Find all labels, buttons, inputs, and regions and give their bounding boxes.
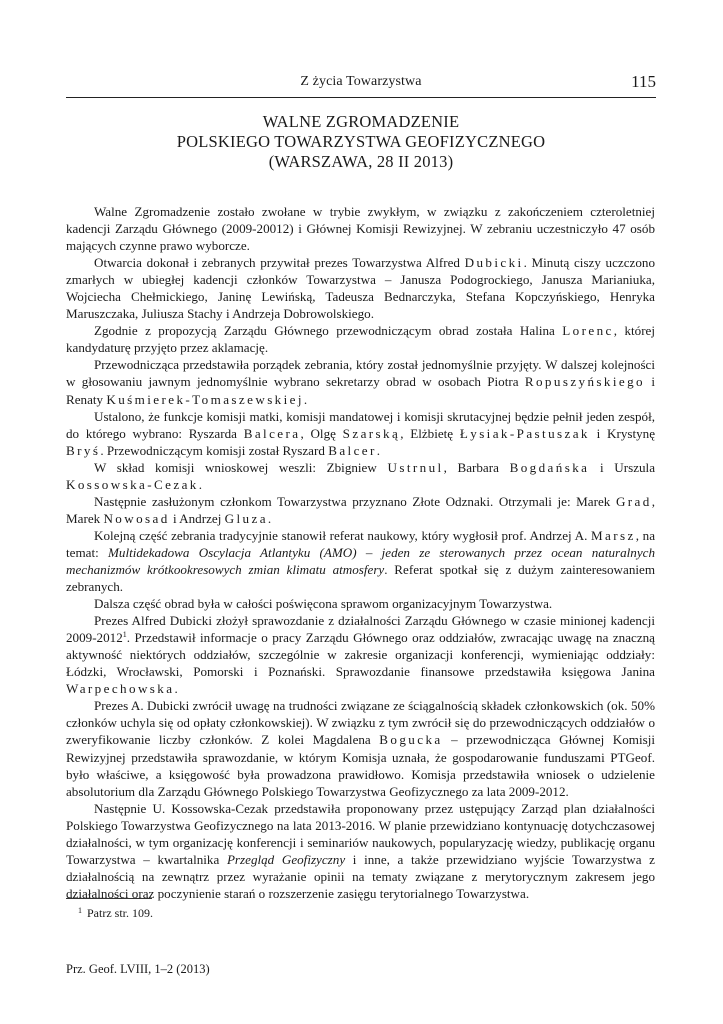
spaced-name: Lorenc (562, 323, 614, 339)
paragraph-11: Prezes A. Dubicki zwrócił uwagę na trudności związane ze ściągalnością składek członkowskich (ok. 50% członków uchyla się od opłaty członkowskiej). W związku z tym zwrócił się do przewodniczących oddziałów o zweryfikowanie liczby członków. Z kolei Magdalena Bogucka – przewodnicząca Głównej Komisji Rewizyjnej przedstawiła sprawozdanie, w którym Komisja uznała, że gospodarowanie funduszami PTGeof. było właściwe, a księgowość była prowadzona prawidłowo. Komisja przedstawiła wniosek o udzielenie absolutorium dla Zarządu Głównego Polskiego Towarzystwa Geofizycznego za lata 2009-2012. (66, 698, 655, 799)
lecture-title: Multidekadowa Oscylacja Atlantyku (AMO) – jeden ze sterowanych przez ocean naturalnych mechanizmów krótkookresowych zmian klimatu atmosfery (66, 544, 656, 577)
paragraph-10: Prezes Alfred Dubicki złożył sprawozdanie z działalności Zarządu Głównego w czasie minionej kadencji 2009-2012$^1$. Przedstawił informacje o pracy Zarządu Głównego oraz oddziałów, zwracając uwagę na znaczną aktywność niektórych oddziałów, szczególnie w zakresie organizacji konferencji, wymieniając oddziały: Łódzki, Wrocławski, Pomorski i Poznański. Sprawozdanie finansowe przedstawiła księgowa Janina Warpechowska. (66, 613, 655, 697)
paragraph-2: Otwarcia dokonał i zebranych przywitał prezes Towarzystwa Alfred Dubicki. Minutą ciszy uczczono zmarłych w ubiegłej kadencji członków Towarzystwa – Janusza Podogrockiego, Janusza Marianiuka, Wojciecha Chełmickiego, Janinę Lewińską, Tadeusza Bednarczyka, Stefana Kopczyńskiego, Henryka Maruszczaka, Juliusza Stachy i Andrzeja Dobrowolskiego. (66, 255, 655, 322)
paragraph-12: Następnie U. Kossowska-Cezak przedstawiła proponowany przez ustępujący Zarząd plan działalności Polskiego Towarzystwa Geofizycznego na lata 2013-2016. W planie przewidziano kontynuację dotychczasowej działalności, w tym organizację konferencji i seminariów naukowych, popularyzację wiedzy, publikację organu Towarzystwa – kwartalnika Przegląd Geofizyczny i inne, a także przewidziano wyjście Towarzystwa z działalnością na zewnątrz przez wyrażanie opinii na tematy związane z merytorycznym zakresem jego działalności oraz poczynienie starań o rozszerzenie zasięgu terytorialnego Towarzystwa. (66, 800, 655, 901)
spaced-name: Balcera (243, 425, 301, 441)
paragraph-3: Zgodnie z propozycją Zarządu Głównego przewodniczącym obrad została Halina Lorenc, której kandydaturę przyjęto przez aklamację. (66, 323, 655, 356)
spaced-name: Bryś (66, 442, 101, 458)
spaced-name: Kossowska-Cezak (66, 476, 199, 492)
header-rule (66, 97, 656, 98)
footnote-reference[interactable]: 1 (122, 630, 127, 640)
paragraph-5: Ustalono, że funkcje komisji matki, komisji mandatowej i komisji skrutacyjnej będzie pełnił jeden zespół, do którego wybrano: Ryszarda Balcera, Olgę Szarską, Elżbietę Łysiak-Pastuszak i Krystynę Bryś. Przewodniczącym komisji został Ryszard Balcer. (66, 408, 655, 458)
journal-reference: Prz. Geof. LVIII, 1–2 (2013) (66, 962, 210, 976)
spaced-name: Dubicki (464, 255, 524, 271)
spaced-name: Nowosad (103, 510, 170, 526)
spaced-name: Balcer (328, 442, 377, 458)
journal-name: Przegląd Geofizyczny (226, 851, 346, 867)
title-line-3: (WARSZAWA, 28 II 2013) (268, 152, 454, 171)
footnote-rule (66, 898, 152, 899)
spaced-name: Gluza (224, 510, 268, 526)
footnote-text: Patrz str. 109. (87, 906, 153, 920)
spaced-name: Bogdańska (509, 459, 590, 475)
article-body (66, 203, 655, 902)
spaced-name: Ustrnul (387, 459, 444, 475)
page-number: 115 (631, 72, 656, 91)
paragraph-7: Następnie zasłużonym członkom Towarzystwa przyznano Złote Odznaki. Otrzymali je: Marek Grad, Marek Nowosad i Andrzej Gluza. (66, 493, 655, 526)
spaced-name: Łysiak-Pastuszak (459, 425, 590, 441)
running-header (66, 72, 656, 96)
paragraph-6: W skład komisji wnioskowej weszli: Zbigniew Ustrnul, Barbara Bogdańska i Urszula Kossowska-Cezak. (66, 459, 656, 492)
spaced-name: Szarską (342, 425, 401, 441)
footnote-mark: 1 (78, 906, 82, 915)
article-title (66, 112, 656, 172)
paragraph-4: Przewodnicząca przedstawiła porządek zebrania, który został jednomyślnie przyjęty. W dalszej kolejności w głosowaniu jawnym jednomyślnie wybrano sekretarzy obrad w osobach Piotra Ropuszyńskiego i Renaty Kuśmierek-Tomaszewskiej. (66, 357, 655, 407)
spaced-name: Kuśmierek-Tomaszewskiej (106, 391, 304, 407)
title-line-1: WALNE ZGROMADZENIE (262, 112, 460, 131)
spaced-name: Ropuszyńskiego (524, 374, 646, 390)
paragraph-8: Kolejną część zebrania tradycyjnie stanowił referat naukowy, który wygłosił prof. Andrzej A. Marsz, na temat: Multidekadowa Oscylacja Atlantyku (AMO) – jeden ze sterowanych przez ocean naturalnych mechanizmów krótkookresowych zmian klimatu atmosfery. Referat spotkał się z dużym zainteresowaniem zebranych. (66, 527, 656, 595)
paragraph-9: Dalsza część obrad była w całości poświęcona sprawom organizacyjnym Towarzystwa. (94, 596, 553, 612)
title-line-2: POLSKIEGO TOWARZYSTWA GEOFIZYCZNEGO (176, 132, 546, 151)
spaced-name: Warpechowska (66, 681, 175, 697)
footnote (78, 906, 153, 921)
paragraph-1: Walne Zgromadzenie zostało zwołane w trybie zwykłym, w związku z zakończeniem czteroletniej kadencji Zarządu Głównego (2009-20012) i Głównej Komisji Rewizyjnej. W zebraniu uczestniczyło 47 osób mających czynne prawo wyborcze. (66, 204, 655, 254)
section-title: Z życia Towarzystwa (300, 74, 422, 89)
spaced-name: Marsz (591, 527, 636, 543)
spaced-name: Bogucka (379, 732, 443, 748)
spaced-name: Grad (615, 493, 652, 509)
